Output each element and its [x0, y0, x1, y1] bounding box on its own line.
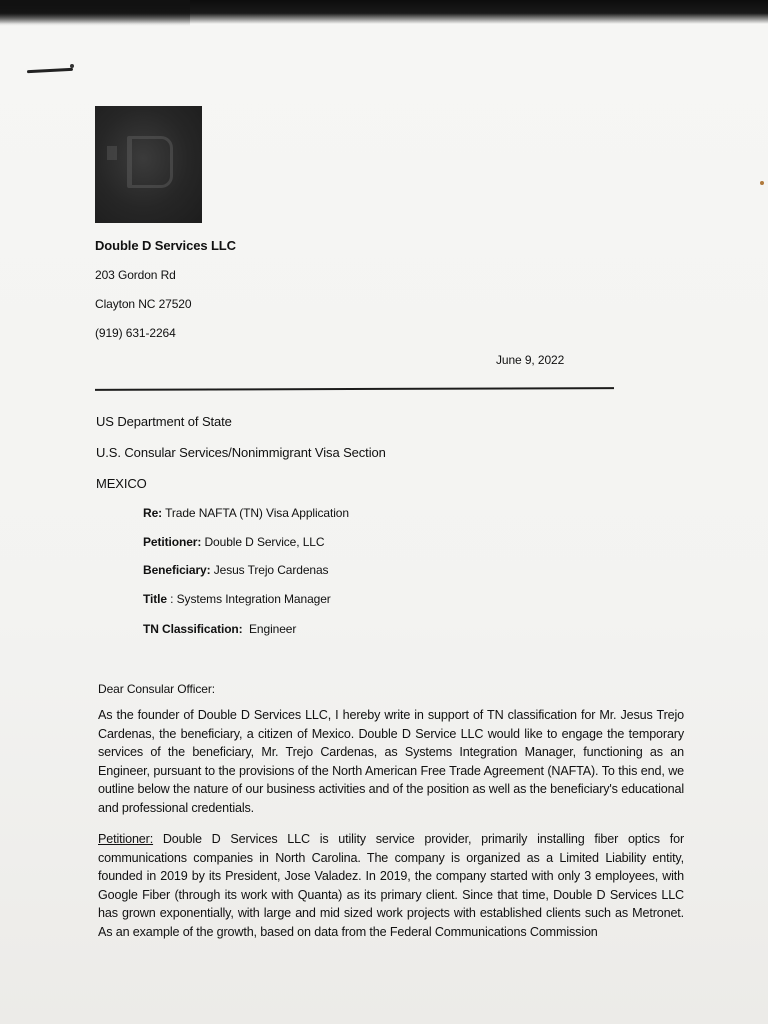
company-logo	[95, 106, 202, 223]
salutation: Dear Consular Officer:	[98, 682, 215, 696]
company-street: 203 Gordon Rd	[95, 268, 176, 282]
reference-label: TN Classification:	[143, 622, 243, 636]
company-phone: (919) 631-2264	[95, 326, 176, 340]
reference-value: Double D Service, LLC	[201, 535, 325, 549]
pen-mark	[27, 68, 73, 73]
reference-value: Jesus Trejo Cardenas	[210, 563, 329, 577]
reference-beneficiary	[143, 562, 328, 578]
petitioner-paragraph	[98, 830, 684, 942]
recipient-line-3: MEXICO	[96, 476, 147, 491]
reference-label: Re:	[143, 506, 163, 520]
scan-top-shadow-corner	[0, 0, 190, 26]
header-divider	[95, 387, 614, 391]
recipient-line-1: US Department of State	[96, 414, 232, 429]
reference-value: Engineer	[242, 622, 297, 636]
reference-label: Title	[143, 592, 167, 606]
reference-petitioner	[143, 534, 324, 550]
letter-date: June 9, 2022	[496, 353, 565, 367]
recipient-line-2: U.S. Consular Services/Nonimmigrant Visa Section	[96, 445, 386, 460]
company-name: Double D Services LLC	[95, 238, 236, 253]
logo-d-detail	[107, 146, 117, 160]
reference-value: : Systems Integration Manager	[166, 592, 331, 606]
reference-tn-classification	[143, 621, 296, 637]
reference-label: Petitioner:	[143, 535, 202, 549]
petitioner-text: Double D Services LLC is utility service provider, primarily installing fiber optics for communications companies in North Carolina. The company is organized as a Limited Liability entity, founded in 2019 by its President, Jose Valadez. In 2019, the company started with only 3 employees, with Google Fiber (through its work with Quanta) as its primary client. Since that time, Double D Services LLC has grown exponentially, with large and mid sized work projects with established clients such as Metronet. As an example of the growth, based on data from the Federal Communications Commission	[98, 832, 684, 939]
reference-re	[143, 505, 349, 521]
reference-value: Trade NAFTA (TN) Visa Application	[162, 506, 349, 520]
logo-d-icon	[127, 136, 173, 188]
edge-mark	[760, 181, 764, 185]
intro-paragraph: As the founder of Double D Services LLC, I hereby write in support of TN classification for Mr. Jesus Trejo Cardenas, the beneficiary, a citizen of Mexico. Double D Service LLC would like to engage the temporary services of the beneficiary, Mr. Trejo Cardenas, as Systems Integration Manager, functioning as an Engineer, pursuant to the provisions of the North American Free Trade Agreement (NAFTA). To this end, we outline below the nature of our business activities and of the position as well as the beneficiary's educational and professional credentials.	[98, 708, 684, 815]
pen-mark-dot	[70, 64, 74, 68]
petitioner-heading: Petitioner:	[98, 832, 154, 846]
reference-label: Beneficiary:	[143, 563, 211, 577]
company-city: Clayton NC 27520	[95, 297, 192, 311]
reference-title	[143, 591, 331, 607]
